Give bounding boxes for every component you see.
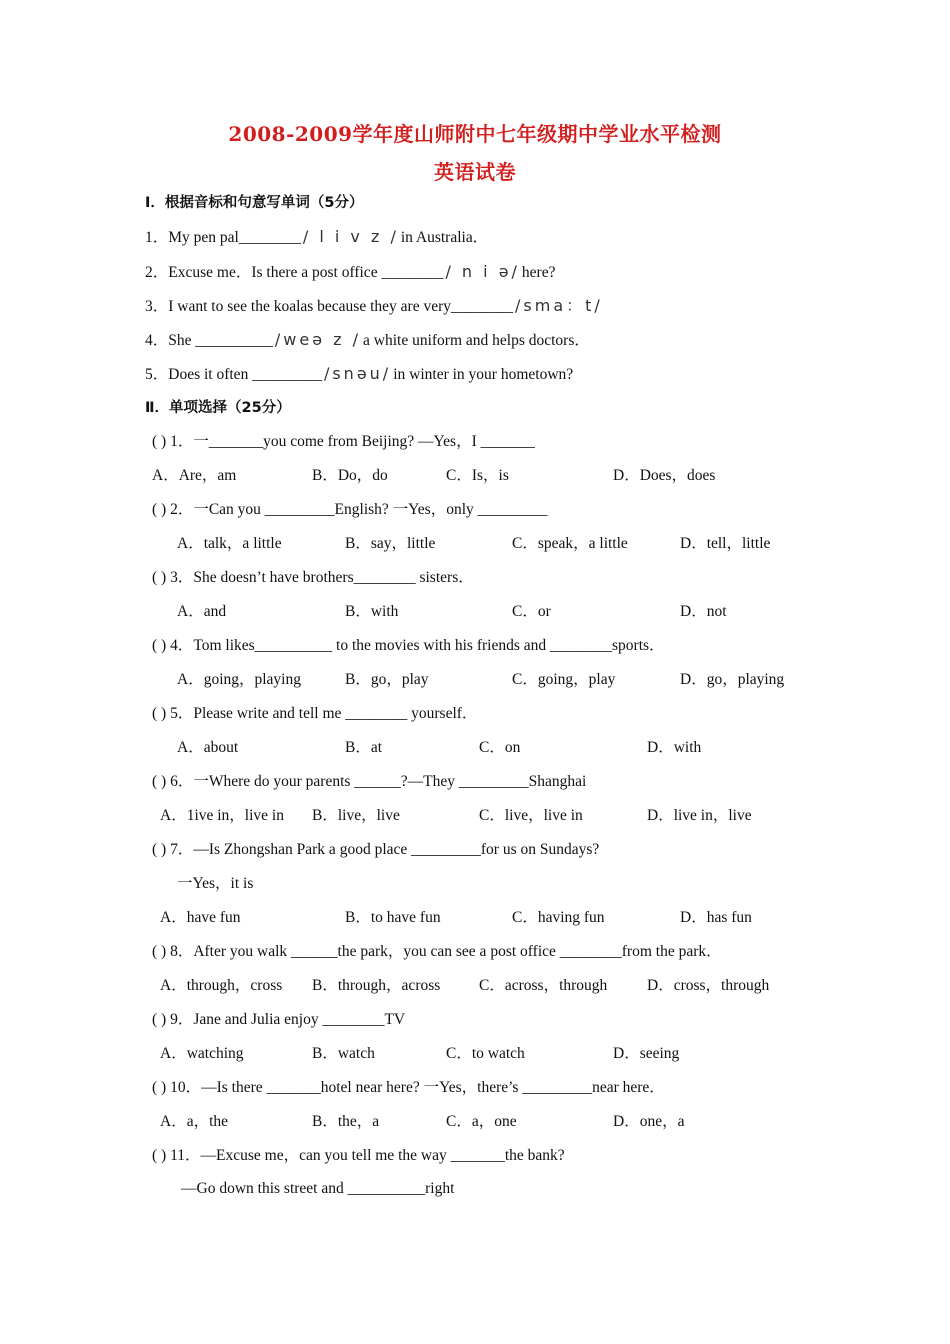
q7-option-c: C．having fun bbox=[512, 909, 605, 926]
q9-option-d: D．seeing bbox=[613, 1045, 680, 1062]
section-1-heading: Ⅰ．根据音标和句意写单词（5分） bbox=[145, 195, 364, 211]
section-2-heading: Ⅱ．单项选择（25分） bbox=[145, 400, 291, 416]
q8-option-a: A．through，cross bbox=[160, 977, 283, 994]
exam-title: 2008-2009学年度山师附中七年级期中学业水平检测 bbox=[228, 122, 722, 146]
q1-option-c: C．Is，is bbox=[446, 467, 509, 484]
q2-stem: ( ) 2．一Can you _________English? 一Yes，only _________ bbox=[152, 501, 548, 518]
q1-option-b: B．Do，do bbox=[312, 467, 388, 484]
s1-item-3 bbox=[145, 296, 605, 317]
s1-item-1-post: in Australia． bbox=[400, 229, 489, 246]
q10-option-c: C．a，one bbox=[446, 1113, 517, 1130]
q4-option-c: C．going，play bbox=[512, 671, 616, 688]
q7-option-d: D．has fun bbox=[680, 909, 752, 926]
q1-option-a: A．Are，am bbox=[152, 467, 237, 484]
s1-item-5-phonetic: /snəu/ bbox=[323, 364, 392, 383]
q2-option-a: A．talk，a little bbox=[177, 535, 282, 552]
s1-item-1-text: 1．My pen pal________ bbox=[145, 229, 301, 246]
q11-answer-line: —Go down this street and __________right bbox=[181, 1180, 455, 1197]
q1-stem: ( ) 1．一_______you come from Beijing? —Yes，I _______ bbox=[152, 433, 535, 450]
q8-option-b: B．through，across bbox=[312, 977, 441, 994]
q8-option-d: D．cross，through bbox=[647, 977, 770, 994]
s1-item-3-phonetic: /sma：t/ bbox=[515, 296, 603, 315]
q10-stem: ( ) 10．—Is there _______hotel near here? 一Yes，there’s _________near here． bbox=[152, 1079, 665, 1096]
s1-item-4-text: 4．She __________ bbox=[145, 332, 273, 349]
q5-option-d: D．with bbox=[647, 739, 702, 756]
q6-option-c: C．live，live in bbox=[479, 807, 583, 824]
q8-option-c: C．across，through bbox=[479, 977, 608, 994]
s1-item-2-phonetic: / n i ə/ bbox=[445, 262, 520, 281]
q8-stem: ( ) 8．After you walk ______the park，you can see a post office ________from the park． bbox=[152, 943, 722, 960]
q9-option-b: B．watch bbox=[312, 1045, 375, 1062]
q4-option-d: D．go，playing bbox=[680, 671, 785, 688]
s1-item-4 bbox=[145, 330, 590, 351]
q3-option-a: A．and bbox=[177, 603, 227, 620]
q2-option-d: D．tell，little bbox=[680, 535, 771, 552]
q9-option-a: A．watching bbox=[160, 1045, 244, 1062]
s1-item-2 bbox=[145, 262, 555, 283]
s1-item-3-text: 3．I want to see the koalas because they are very________ bbox=[145, 298, 513, 315]
q3-option-b: B．with bbox=[345, 603, 399, 620]
s1-item-2-text: 2．Excuse me．Is there a post office ________ bbox=[145, 264, 444, 281]
q9-option-c: C．to watch bbox=[446, 1045, 525, 1062]
exam-subtitle: 英语试卷 bbox=[434, 160, 516, 184]
q3-option-d: D．not bbox=[680, 603, 727, 620]
q10-option-b: B．the，a bbox=[312, 1113, 380, 1130]
s1-item-1-phonetic: / l i v z / bbox=[302, 227, 399, 246]
q6-option-a: A．1ive in，live in bbox=[160, 807, 284, 824]
q6-option-d: D．live in，live bbox=[647, 807, 752, 824]
q1-option-d: D．Does，does bbox=[613, 467, 716, 484]
s1-item-5-post: in winter in your hometown? bbox=[393, 366, 574, 383]
q10-option-a: A．a，the bbox=[160, 1113, 229, 1130]
q5-stem: ( ) 5．Please write and tell me ________ yourself． bbox=[152, 705, 478, 722]
q2-option-b: B．say，little bbox=[345, 535, 436, 552]
q4-option-a: A．going，playing bbox=[177, 671, 301, 688]
q5-option-b: B．at bbox=[345, 739, 383, 756]
q3-option-c: C．or bbox=[512, 603, 551, 620]
q9-stem: ( ) 9．Jane and Julia enjoy ________TV bbox=[152, 1011, 406, 1028]
s1-item-4-phonetic: /weə z / bbox=[274, 330, 362, 349]
s1-item-4-post: a white uniform and helps doctors． bbox=[363, 332, 590, 349]
q6-option-b: B．live，live bbox=[312, 807, 400, 824]
q4-option-b: B．go，play bbox=[345, 671, 429, 688]
q7-answer-line: 一Yes，it is bbox=[177, 875, 254, 892]
q7-option-b: B．to have fun bbox=[345, 909, 441, 926]
q6-stem: ( ) 6．一Where do your parents ______?—They _________Shanghai bbox=[152, 773, 587, 790]
s1-item-5 bbox=[145, 364, 573, 385]
q5-option-a: A．about bbox=[177, 739, 239, 756]
q5-option-c: C．on bbox=[479, 739, 521, 756]
q3-stem: ( ) 3．She doesn’t have brothers________ sisters． bbox=[152, 569, 474, 586]
s1-item-2-post: here? bbox=[521, 264, 556, 281]
q7-option-a: A．have fun bbox=[160, 909, 241, 926]
q11-stem: ( ) 11．—Excuse me，can you tell me the way _______the bank? bbox=[152, 1147, 565, 1164]
q2-option-c: C．speak，a little bbox=[512, 535, 628, 552]
s1-item-1 bbox=[145, 227, 488, 248]
s1-item-5-text: 5．Does it often _________ bbox=[145, 366, 322, 383]
q7-stem: ( ) 7．—Is Zhongshan Park a good place _________for us on Sundays? bbox=[152, 841, 600, 858]
q4-stem: ( ) 4．Tom likes__________ to the movies with his friends and ________sports． bbox=[152, 637, 665, 654]
q10-option-d: D．one，a bbox=[613, 1113, 685, 1130]
